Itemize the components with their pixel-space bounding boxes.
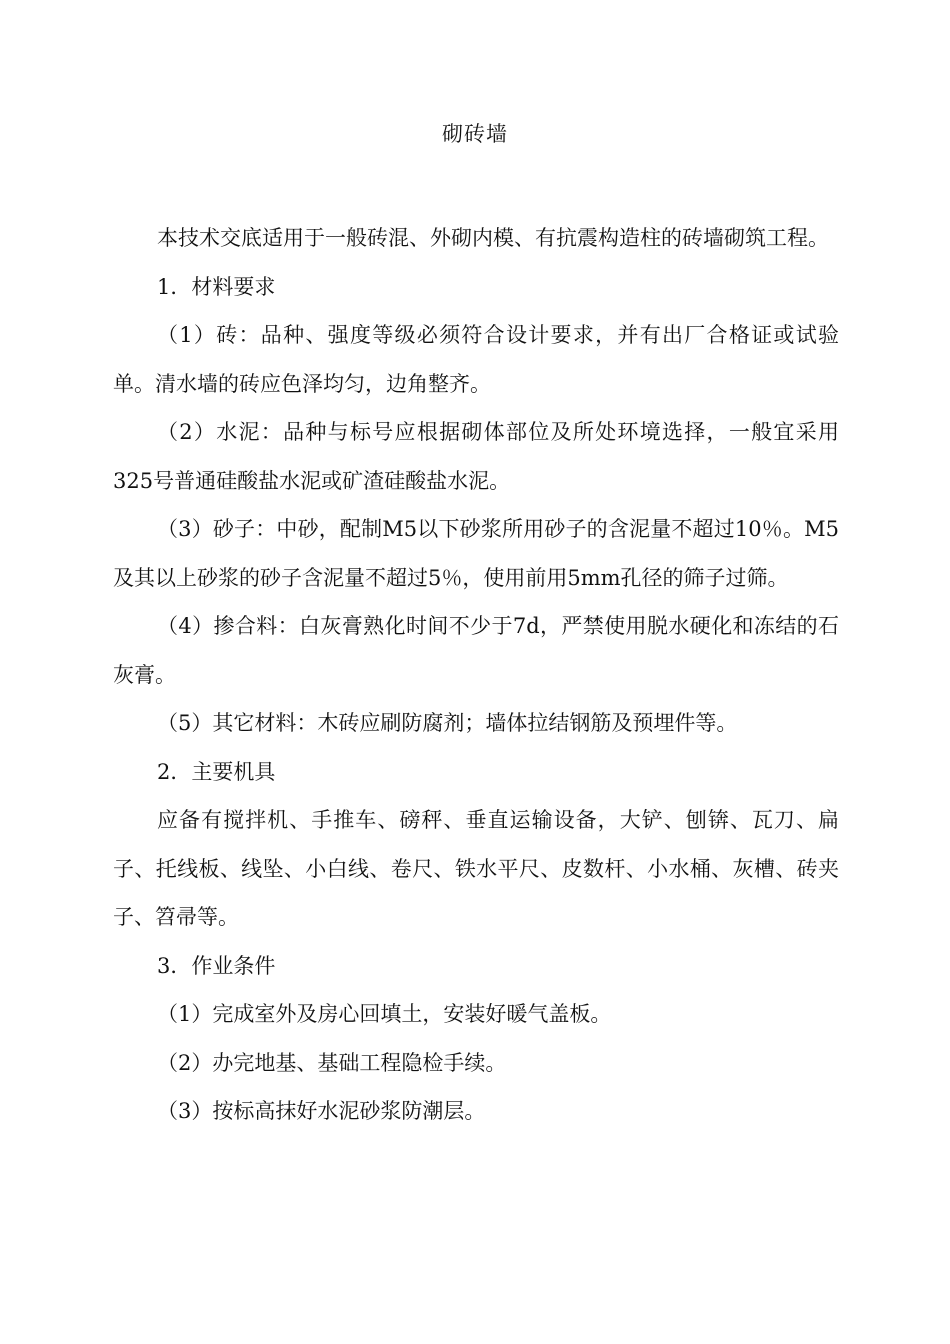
materials-item-sand: （3）砂子：中砂，配制M5以下砂浆所用砂子的含泥量不超过10％。M5及其以上砂浆的砂子含泥量不超过5％，使用前用5mm孔径的筛子过筛。 bbox=[113, 517, 839, 590]
section-heading-materials: 1．材料要求 bbox=[157, 274, 276, 299]
tools-paragraph: 应备有搅拌机、手推车、磅秤、垂直运输设备，大铲、刨锛、瓦刀、扁子、托线板、线坠、小白线、卷尺、铁水平尺、皮数杆、小水桶、灰槽、砖夹子、笤帚等。 bbox=[113, 808, 839, 929]
materials-item-brick: （1）砖：品种、强度等级必须符合设计要求，并有出厂合格证或试验单。清水墙的砖应色泽均匀，边角整齐。 bbox=[113, 323, 839, 396]
materials-item-admixture: （4）掺合料：白灰膏熟化时间不少于7d，严禁使用脱水硬化和冻结的石灰膏。 bbox=[113, 614, 839, 687]
materials-item-cement: （2）水泥：品种与标号应根据砌体部位及所处环境选择，一般宜采用325号普通硅酸盐水泥或矿渣硅酸盐水泥。 bbox=[113, 420, 839, 493]
document-body bbox=[113, 214, 839, 1136]
conditions-item-inspection: （2）办完地基、基础工程隐检手续。 bbox=[157, 1050, 507, 1075]
materials-item-other: （5）其它材料：木砖应刷防腐剂；墙体拉结钢筋及预埋件等。 bbox=[157, 711, 738, 735]
conditions-item-dampproof: （3）按标高抹好水泥砂浆防潮层。 bbox=[157, 1099, 486, 1123]
conditions-item-backfill: （1）完成室外及房心回填土，安装好暖气盖板。 bbox=[157, 1002, 612, 1026]
section-heading-conditions: 3．作业条件 bbox=[157, 953, 276, 978]
section-heading-tools: 2．主要机具 bbox=[157, 759, 276, 784]
document-title: 砌砖墙 bbox=[442, 122, 508, 146]
intro-paragraph: 本技术交底适用于一般砖混、外砌内模、有抗震构造柱的砖墙砌筑工程。 bbox=[157, 226, 829, 250]
